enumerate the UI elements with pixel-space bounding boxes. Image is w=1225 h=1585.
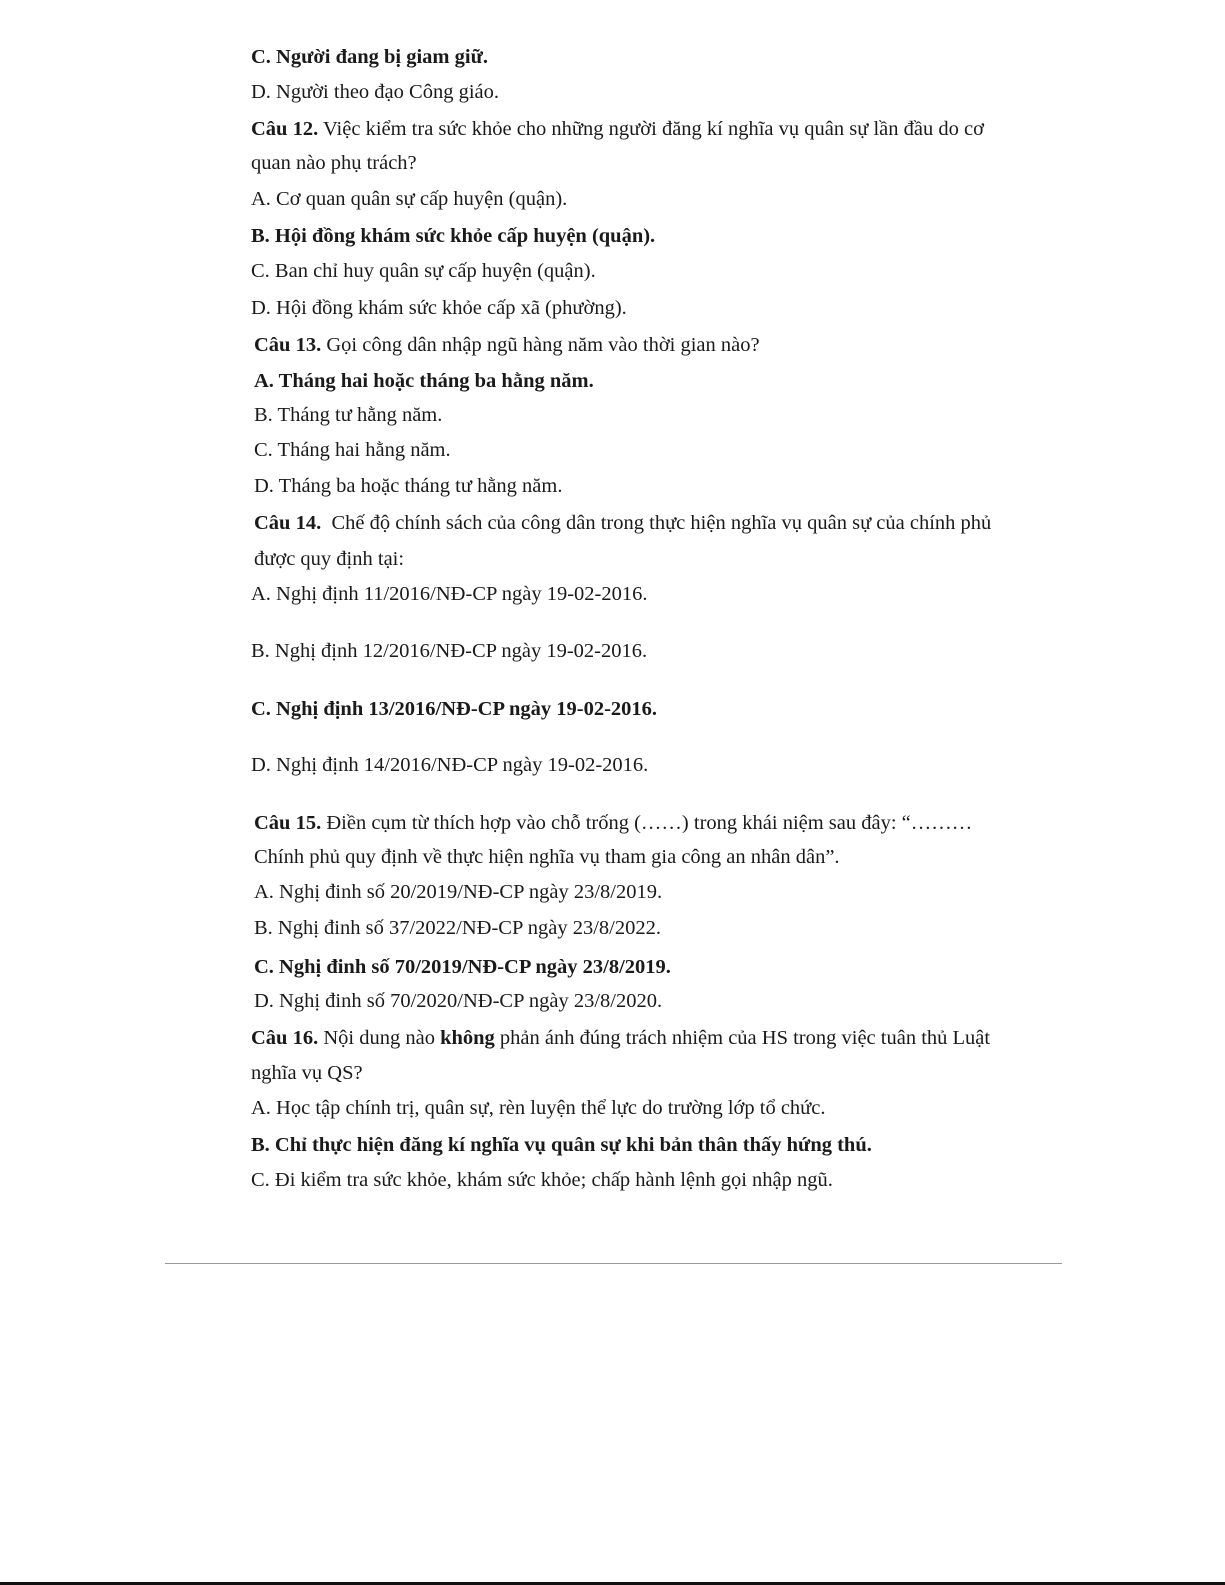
q14-option-c-answer: C. Nghị định 13/2016/NĐ-CP ngày 19-02-2016.: [251, 698, 658, 720]
question-13: Câu 13. Gọi công dân nhập ngũ hàng năm vào thời gian nào?: [254, 334, 760, 356]
q15-option-d: D. Nghị đinh số 70/2020/NĐ-CP ngày 23/8/2020.: [254, 990, 663, 1012]
question-16-line-2: nghĩa vụ QS?: [251, 1062, 363, 1084]
q16-option-c: C. Đi kiểm tra sức khỏe, khám sức khỏe; chấp hành lệnh gọi nhập ngũ.: [251, 1169, 833, 1191]
question-14-line-1: Câu 14. Chế độ chính sách của công dân trong thực hiện nghĩa vụ quân sự của chính phủ: [254, 512, 992, 534]
question-number: Câu 13.: [254, 334, 322, 356]
q12-option-c: C. Ban chỉ huy quân sự cấp huyện (quận).: [251, 260, 596, 282]
q13-option-d: D. Tháng ba hoặc tháng tư hằng năm.: [254, 475, 563, 497]
question-15-line-2: Chính phủ quy định về thực hiện nghĩa vụ tham gia công an nhân dân”.: [254, 846, 840, 868]
q13-option-a-answer: A. Tháng hai hoặc tháng ba hằng năm.: [254, 370, 594, 392]
q13-option-b: B. Tháng tư hằng năm.: [254, 404, 443, 426]
question-number: Câu 12.: [251, 118, 319, 140]
q15-option-a: A. Nghị đinh số 20/2019/NĐ-CP ngày 23/8/2019.: [254, 881, 663, 903]
q12-option-d: D. Hội đồng khám sức khỏe cấp xã (phường).: [251, 297, 627, 319]
q12-option-a: A. Cơ quan quân sự cấp huyện (quận).: [251, 188, 568, 210]
footer-divider: [165, 1263, 1062, 1264]
line-1: C. Người đang bị giam giữ.: [251, 46, 489, 68]
question-16-line-1: Câu 16. Nội dung nào không phản ánh đúng trách nhiệm của HS trong việc tuân thủ Luật: [251, 1027, 991, 1049]
q16-option-a: A. Học tập chính trị, quân sự, rèn luyện thể lực do trường lớp tổ chức.: [251, 1097, 826, 1119]
q15-option-c-answer: C. Nghị đinh số 70/2019/NĐ-CP ngày 23/8/2019.: [254, 956, 671, 978]
line-2: D. Người theo đạo Công giáo.: [251, 81, 499, 103]
question-15-line-1: Câu 15. Điền cụm từ thích hợp vào chỗ trống (……) trong khái niệm sau đây: “………: [254, 812, 973, 834]
question-12-line-2: quan nào phụ trách?: [251, 152, 417, 174]
q15-option-b: B. Nghị đinh số 37/2022/NĐ-CP ngày 23/8/2022.: [254, 917, 661, 939]
q16-option-b-answer: B. Chỉ thực hiện đăng kí nghĩa vụ quân sự khi bản thân thấy hứng thú.: [251, 1134, 872, 1156]
question-number: Câu 15.: [254, 812, 322, 834]
question-14-line-2: được quy định tại:: [254, 548, 405, 570]
q12-option-b-answer: B. Hội đồng khám sức khỏe cấp huyện (quận).: [251, 225, 656, 247]
q14-option-b: B. Nghị định 12/2016/NĐ-CP ngày 19-02-2016.: [251, 640, 648, 662]
q14-option-a: A. Nghị định 11/2016/NĐ-CP ngày 19-02-2016.: [251, 583, 648, 605]
q14-option-d: D. Nghị định 14/2016/NĐ-CP ngày 19-02-2016.: [251, 754, 649, 776]
question-number: Câu 14.: [254, 512, 322, 534]
question-number: Câu 16.: [251, 1027, 319, 1049]
question-12-line-1: Câu 12. Việc kiểm tra sức khỏe cho những người đăng kí nghĩa vụ quân sự lần đầu do cơ: [251, 118, 984, 140]
q13-option-c: C. Tháng hai hằng năm.: [254, 439, 451, 461]
